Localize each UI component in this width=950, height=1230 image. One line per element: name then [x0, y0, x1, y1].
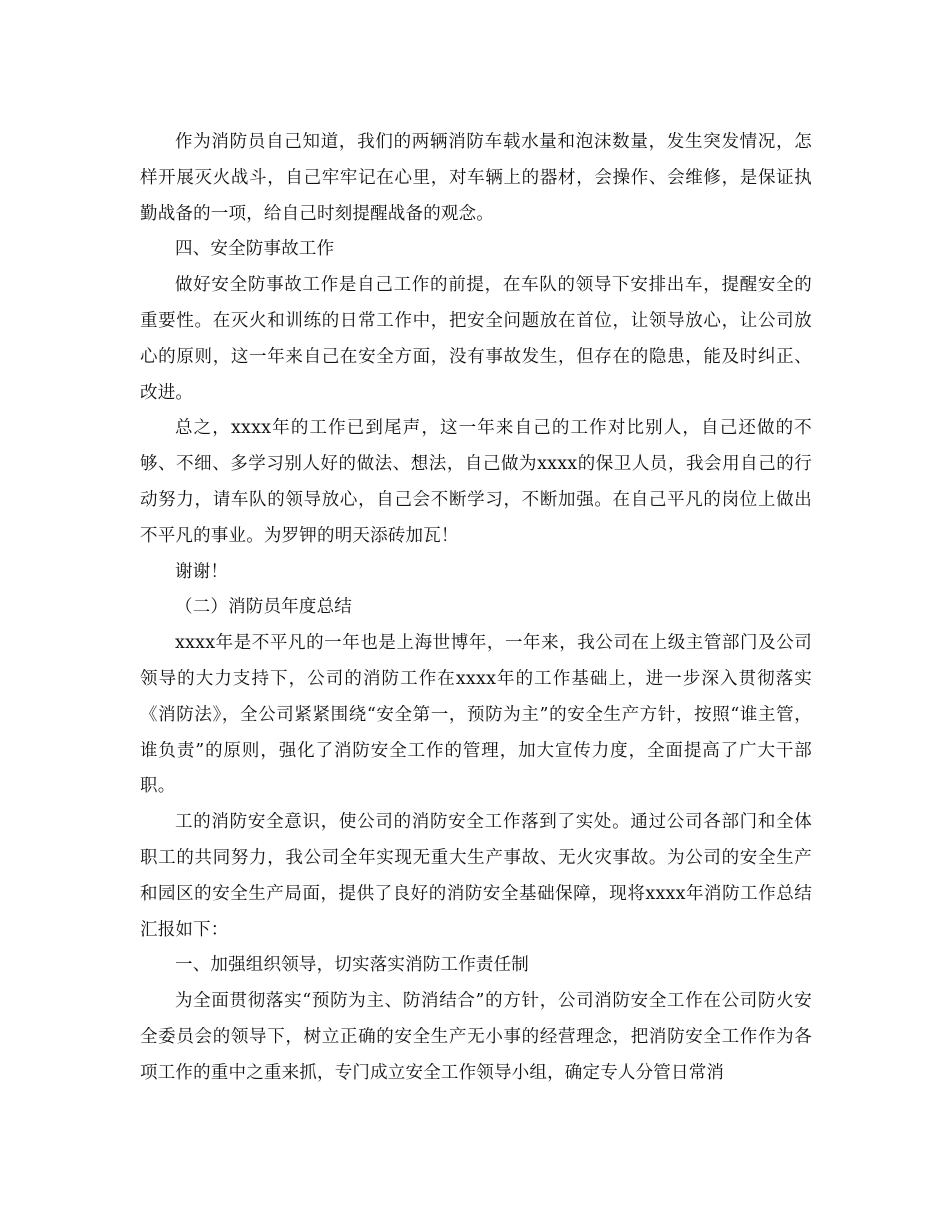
paragraph-safety: 做好安全防事故工作是自己工作的前提，在车队的领导下安排出车，提醒安全的重要性。在灭火和训练的日常工作中，把安全问题放在首位，让领导放心，让公司放心的原则，这一年来自己在安全方面，没有事故发生，但存在的隐患，能及时纠正、改进。 — [140, 275, 812, 403]
section-heading-leadership: 一、加强组织领导，切实落实消防工作责任制 — [175, 955, 529, 976]
paragraph-intro: 作为消防员自己知道，我们的两辆消防车载水量和泡沫数量，发生突发情况，怎样开展灭火战斗，自己牢牢记在心里，对车辆上的器材，会操作、会维修，是保证执勤战备的一项，给自己时刻提醒战备的观念。 — [140, 132, 812, 224]
document-body — [140, 125, 812, 1092]
paragraph-awareness: 工的消防安全意识，使公司的消防安全工作落到了实处。通过公司各部门和全体职工的共同努力，我公司全年实现无重大生产事故、无火灾事故。为公司的安全生产和园区的安全生产局面，提供了良好的消防安全基础保障，现将xxxx年消防工作总结汇报如下： — [140, 812, 812, 940]
paragraph-leadership: 为全面贯彻落实“预防为主、防消结合”的方针，公司消防安全工作在公司防火安全委员会的领导下，树立正确的安全生产无小事的经营理念，把消防安全工作作为各项工作的重中之重来抓，专门成立安全工作领导小组，确定专人分管日常消 — [140, 991, 812, 1083]
section-heading-annual-summary: （二）消防员年度总结 — [175, 597, 352, 618]
section-heading-safety: 四、安全防事故工作 — [175, 239, 335, 260]
paragraph-conclusion: 总之，xxxx年的工作已到尾声，这一年来自己的工作对比别人，自己还做的不够、不细、多学习别人好的做法、想法，自己做为xxxx的保卫人员，我会用自己的行动努力，请车队的领导放心，自己会不断学习，不断加强。在自己平凡的岗位上做出不平凡的事业。为罗钾的明天添砖加瓦！ — [140, 418, 812, 546]
paragraph-thanks: 谢谢！ — [175, 561, 229, 582]
paragraph-annual-intro: xxxx年是不平凡的一年也是上海世博年，一年来，我公司在上级主管部门及公司领导的大力支持下，公司的消防工作在xxxx年的工作基础上，进一步深入贯彻落实《消防法》，全公司紧紧围绕“安全第一，预防为主”的安全生产方针，按照“谁主管，谁负责”的原则，强化了消防安全工作的管理，加大宣传力度，全面提高了广大干部职。 — [140, 633, 812, 797]
